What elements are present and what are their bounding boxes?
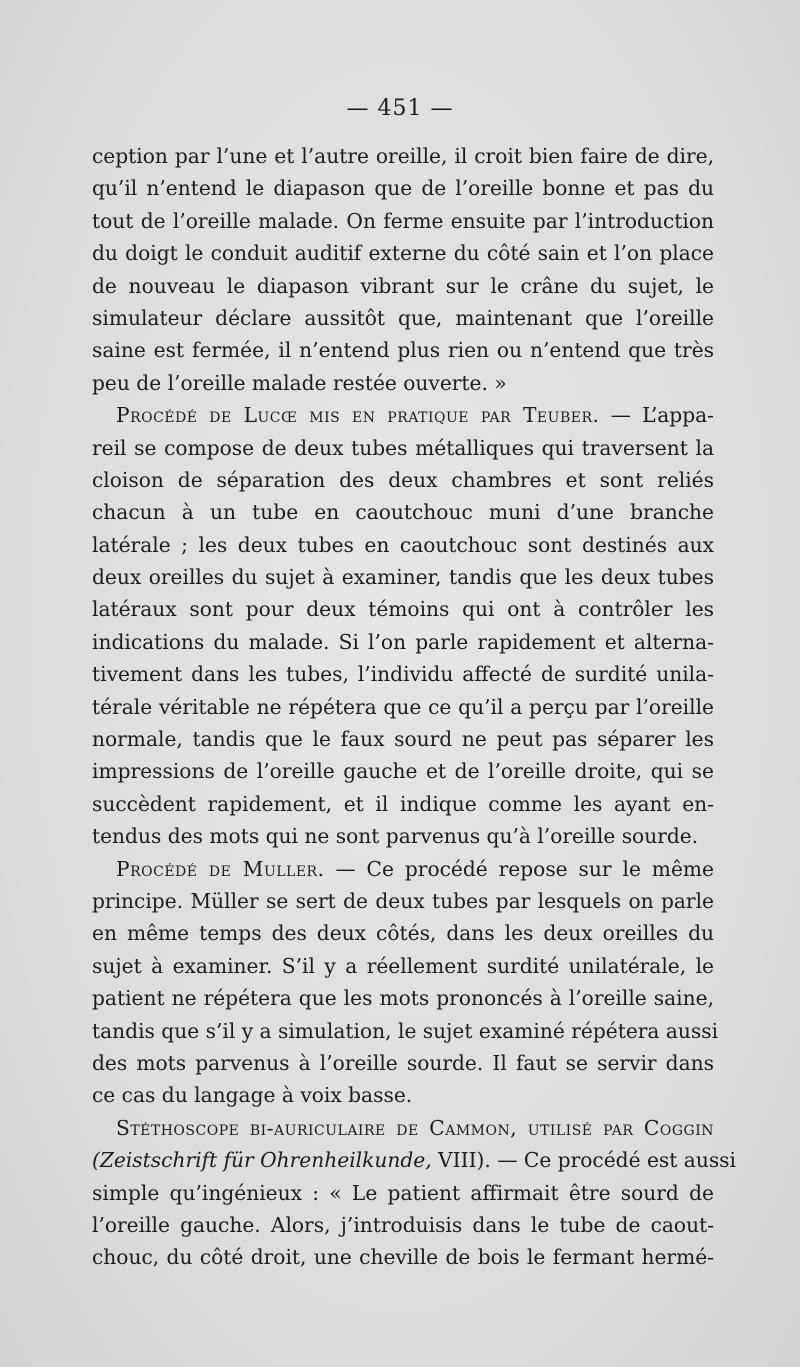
text-line xyxy=(92,464,714,496)
line-text: succèdent rapidement, et il indique comme les ayant en- xyxy=(92,791,714,816)
text-line xyxy=(92,691,714,723)
line-text: — Ce procédé repose sur le même xyxy=(324,856,714,881)
text-line xyxy=(92,885,714,917)
line-text: tivement dans les tubes, l’individu affecté de surdité unila- xyxy=(92,662,714,687)
line-text: latéraux sont pour deux témoins qui ont à contrôler les xyxy=(92,597,714,622)
line-text: tendus des mots qui ne sont parvenus qu’à l’oreille sourde. xyxy=(92,824,699,849)
text-line xyxy=(92,561,714,593)
line-text: tandis que s’il y a simulation, le sujet examiné répétera aussi xyxy=(92,1018,719,1043)
line-text: cloison de séparation des deux chambres et sont reliés xyxy=(92,467,714,492)
page-number: — 451 — xyxy=(346,96,454,121)
text-line xyxy=(92,982,714,1014)
text-line xyxy=(92,529,714,561)
text-line xyxy=(92,302,714,334)
text-line xyxy=(92,658,714,690)
line-text: des mots parvenus à l’oreille sourde. Il faut se servir dans xyxy=(92,1050,714,1075)
text-line xyxy=(92,172,714,204)
line-text: peu de l’oreille malade restée ouverte. » xyxy=(92,370,507,395)
text-line xyxy=(92,399,714,431)
body-text xyxy=(92,140,737,1274)
line-text: VIII). — Ce procédé est aussi xyxy=(431,1148,737,1173)
text-line xyxy=(92,593,714,625)
text-line xyxy=(92,1177,714,1209)
text-line xyxy=(92,788,714,820)
text-line xyxy=(92,496,714,528)
line-text: simple qu’ingénieux : « Le patient affirmait être sourd de xyxy=(92,1180,714,1205)
text-line xyxy=(92,1112,714,1144)
line-text: ce cas du langage à voix basse. xyxy=(92,1083,413,1108)
line-text: indications du malade. Si l’on parle rapidement et alterna- xyxy=(92,629,714,654)
line-text: saine est fermée, il n’entend plus rien ou n’entend que très xyxy=(92,338,714,363)
line-text: latérale ; les deux tubes en caoutchouc sont destinés aux xyxy=(92,532,714,557)
text-line xyxy=(92,723,714,755)
line-text: patient ne répétera que les mots prononcés à l’oreille saine, xyxy=(92,986,714,1011)
text-line xyxy=(92,1015,719,1047)
text-line xyxy=(92,1209,714,1241)
text-line xyxy=(92,917,714,949)
line-text: en même temps des deux côtés, dans les deux oreilles du xyxy=(92,921,714,946)
line-text: sujet à examiner. S’il y a réellement surdité unilatérale, le xyxy=(92,953,714,978)
text-line xyxy=(92,950,714,982)
text-line xyxy=(92,1144,737,1176)
text-line xyxy=(92,334,714,366)
line-text: qu’il n’entend le diapason que de l’oreille bonne et pas du xyxy=(92,176,714,201)
line-text: ception par l’une et l’autre oreille, il croit bien faire de dire, xyxy=(92,144,714,168)
line-text: deux oreilles du sujet à examiner, tandis que les deux tubes xyxy=(92,565,714,590)
text-line xyxy=(92,1047,714,1079)
section-heading: Procédé de Lucœ mis en pratique par Teuber. xyxy=(116,403,600,428)
line-text: tout de l’oreille malade. On ferme ensuite par l’introduction xyxy=(92,208,714,233)
section-heading: Stéthoscope bi-auriculaire de Cammon, utilisé par Coggin xyxy=(116,1115,714,1140)
section-heading: Procédé de Muller. xyxy=(116,856,325,881)
line-text: du doigt le conduit auditif externe du côté sain et l’on place xyxy=(92,241,714,266)
text-line xyxy=(92,140,714,172)
line-text: chouc, du côté droit, une cheville de bois le fermant hermé- xyxy=(92,1245,714,1270)
text-line xyxy=(92,237,714,269)
line-text: principe. Müller se sert de deux tubes par lesquels on parle xyxy=(92,888,714,913)
line-text: reil se compose de deux tubes métalliques qui traversent la xyxy=(92,435,714,460)
line-text: l’oreille gauche. Alors, j’introduisis dans le tube de caout- xyxy=(92,1212,714,1237)
text-line xyxy=(92,755,714,787)
text-line xyxy=(92,820,714,852)
line-text: — L’appa- xyxy=(599,403,714,428)
line-text: normale, tandis que le faux sourd ne peut pas séparer les xyxy=(92,727,714,752)
text-line xyxy=(92,367,714,399)
text-line xyxy=(92,1079,714,1111)
line-text: simulateur déclare aussitôt que, maintenant que l’oreille xyxy=(92,305,714,330)
citation-title: (Zeistschrift für Ohrenheilkunde, xyxy=(92,1148,432,1173)
text-line xyxy=(92,432,714,464)
line-text: de nouveau le diapason vibrant sur le crâne du sujet, le xyxy=(92,273,714,298)
text-line xyxy=(92,1241,714,1273)
text-line xyxy=(92,853,714,885)
line-text: térale véritable ne répétera que ce qu’il a perçu par l’oreille xyxy=(92,694,714,719)
text-line xyxy=(92,626,714,658)
line-text: chacun à un tube en caoutchouc muni d’une branche xyxy=(92,500,714,525)
line-text: impressions de l’oreille gauche et de l’oreille droite, qui se xyxy=(92,759,714,784)
text-line xyxy=(92,270,714,302)
text-line xyxy=(92,205,714,237)
